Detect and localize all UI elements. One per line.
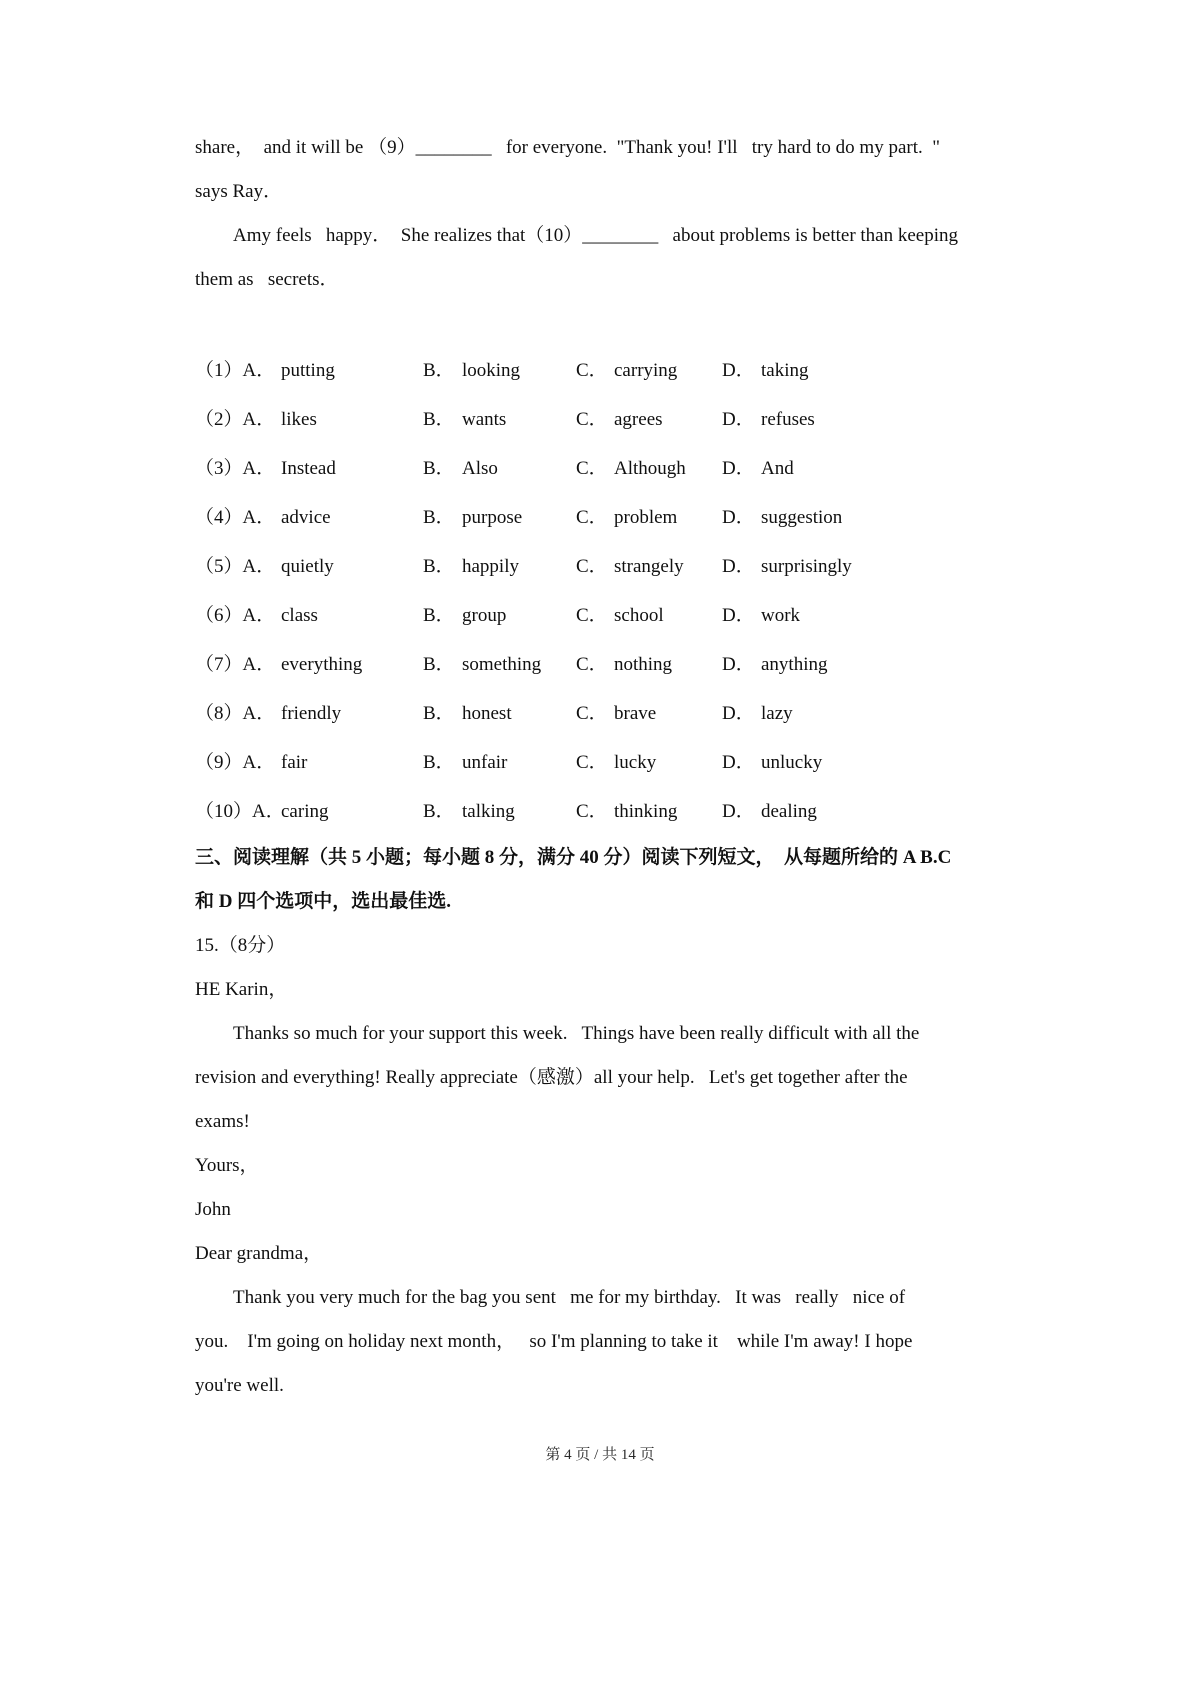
- letter1-salutation: HE Karin，: [195, 979, 288, 1000]
- section-3-header-line-1: 三、阅读理解（共 5 小题；每小题 8 分，满分 40 分）阅读下列短文， 从每题所给的 A B.C: [195, 847, 952, 868]
- option-b-text: Also: [462, 458, 498, 479]
- option-number: （7）A．: [195, 654, 276, 675]
- cloze-line-1: share， and it will be （9）________ for everyone. "Thank you! I'll try hard to do my part. ": [195, 137, 940, 158]
- option-b-text: something: [462, 654, 542, 675]
- option-c-label: C．: [576, 458, 608, 479]
- option-c-text: nothing: [614, 654, 673, 675]
- option-a-text: fair: [281, 752, 308, 773]
- letter1-body-line-2: revision and everything! Really appreciate（感激）all your help. Let's get together after the: [195, 1067, 908, 1088]
- option-d-text: suggestion: [761, 507, 843, 528]
- option-b-text: unfair: [462, 752, 508, 773]
- option-c-text: agrees: [614, 409, 663, 430]
- option-a-text: quietly: [281, 556, 334, 577]
- page-footer: 第 4 页 / 共 14 页: [545, 1447, 655, 1463]
- section-3-header-line-2: 和 D 四个选项中，选出最佳选.: [195, 891, 451, 912]
- option-d-text: work: [761, 605, 801, 626]
- options-table: [195, 346, 975, 836]
- option-c-label: C．: [576, 409, 608, 430]
- option-d-label: D．: [722, 458, 755, 479]
- option-d-label: D．: [722, 556, 755, 577]
- option-a-text: advice: [281, 507, 331, 528]
- option-b-label: B．: [423, 801, 455, 822]
- option-number: （6）A．: [195, 605, 276, 626]
- option-c-text: problem: [614, 507, 678, 528]
- option-b-text: talking: [462, 801, 515, 822]
- letter1-body-line-1: Thanks so much for your support this week. Things have been really difficult with all the: [233, 1023, 920, 1044]
- option-c-text: school: [614, 605, 664, 626]
- option-b-text: honest: [462, 703, 512, 724]
- cloze-line-2: says Ray．: [195, 181, 283, 202]
- option-row-9: [195, 738, 975, 787]
- option-d-text: dealing: [761, 801, 817, 822]
- option-row-10: [195, 787, 975, 836]
- option-d-label: D．: [722, 801, 755, 822]
- option-number: （8）A．: [195, 703, 276, 724]
- option-c-text: strangely: [614, 556, 684, 577]
- option-b-label: B．: [423, 458, 455, 479]
- option-b-text: group: [462, 605, 507, 626]
- document-content: [195, 0, 975, 1408]
- option-b-label: B．: [423, 703, 455, 724]
- option-d-label: D．: [722, 507, 755, 528]
- option-c-text: carrying: [614, 360, 678, 381]
- letter2-salutation: Dear grandma，: [195, 1243, 323, 1264]
- option-row-1: [195, 346, 975, 395]
- question-15-label: 15.（8分）: [195, 935, 286, 956]
- option-number: （10）A．: [195, 801, 285, 822]
- option-row-4: [195, 493, 975, 542]
- option-row-7: [195, 640, 975, 689]
- cloze-line-4: them as secrets．: [195, 269, 339, 290]
- option-b-label: B．: [423, 654, 455, 675]
- option-d-label: D．: [722, 605, 755, 626]
- letter1-body-line-3: exams!: [195, 1111, 250, 1132]
- option-number: （9）A．: [195, 752, 276, 773]
- option-row-8: [195, 689, 975, 738]
- letter1-closing: Yours，: [195, 1155, 259, 1176]
- option-b-label: B．: [423, 556, 455, 577]
- option-d-text: And: [761, 458, 794, 479]
- option-a-text: likes: [281, 409, 317, 430]
- option-a-text: friendly: [281, 703, 342, 724]
- option-d-text: surprisingly: [761, 556, 852, 577]
- option-c-text: lucky: [614, 752, 657, 773]
- option-d-label: D．: [722, 752, 755, 773]
- option-d-text: anything: [761, 654, 828, 675]
- cloze-passage: [195, 126, 975, 302]
- option-b-label: B．: [423, 507, 455, 528]
- option-d-text: refuses: [761, 409, 815, 430]
- letter2-body-line-1: Thank you very much for the bag you sent me for my birthday. It was really nice of: [233, 1287, 906, 1308]
- option-c-label: C．: [576, 605, 608, 626]
- option-d-text: taking: [761, 360, 809, 381]
- option-c-text: brave: [614, 703, 657, 724]
- option-b-label: B．: [423, 409, 455, 430]
- option-row-6: [195, 591, 975, 640]
- option-d-label: D．: [722, 654, 755, 675]
- letter1-signature: John: [195, 1199, 231, 1220]
- option-c-text: Although: [614, 458, 686, 479]
- option-c-label: C．: [576, 752, 608, 773]
- option-number: （2）A．: [195, 409, 276, 430]
- option-row-2: [195, 395, 975, 444]
- option-b-label: B．: [423, 360, 455, 381]
- option-c-label: C．: [576, 801, 608, 822]
- section-3-header: [195, 836, 975, 924]
- option-b-text: wants: [462, 409, 507, 430]
- option-c-label: C．: [576, 507, 608, 528]
- option-c-label: C．: [576, 360, 608, 381]
- option-a-text: class: [281, 605, 318, 626]
- option-a-text: Instead: [281, 458, 336, 479]
- option-d-label: D．: [722, 409, 755, 430]
- option-number: （5）A．: [195, 556, 276, 577]
- option-number: （3）A．: [195, 458, 276, 479]
- option-row-3: [195, 444, 975, 493]
- letter2-body-line-3: you're well.: [195, 1375, 284, 1396]
- option-b-text: happily: [462, 556, 519, 577]
- option-c-label: C．: [576, 556, 608, 577]
- option-c-label: C．: [576, 654, 608, 675]
- reading-letter-1: [195, 968, 975, 1232]
- option-b-label: B．: [423, 752, 455, 773]
- option-a-text: putting: [281, 360, 335, 381]
- option-d-label: D．: [722, 703, 755, 724]
- option-c-label: C．: [576, 703, 608, 724]
- reading-letter-2: [195, 1232, 975, 1408]
- option-b-text: looking: [462, 360, 521, 381]
- option-d-text: lazy: [761, 703, 793, 724]
- option-b-text: purpose: [462, 507, 523, 528]
- option-number: （4）A．: [195, 507, 276, 528]
- letter2-body-line-2: you. I'm going on holiday next month， so I'm planning to take it while I'm away! I hope: [195, 1331, 913, 1352]
- option-d-label: D．: [722, 360, 755, 381]
- option-a-text: caring: [281, 801, 329, 822]
- option-b-label: B．: [423, 605, 455, 626]
- option-row-5: [195, 542, 975, 591]
- cloze-line-3: Amy feels happy． She realizes that（10）________ about problems is better than keeping: [233, 225, 959, 246]
- option-number: （1）A．: [195, 360, 276, 381]
- option-c-text: thinking: [614, 801, 678, 822]
- option-a-text: everything: [281, 654, 363, 675]
- option-d-text: unlucky: [761, 752, 823, 773]
